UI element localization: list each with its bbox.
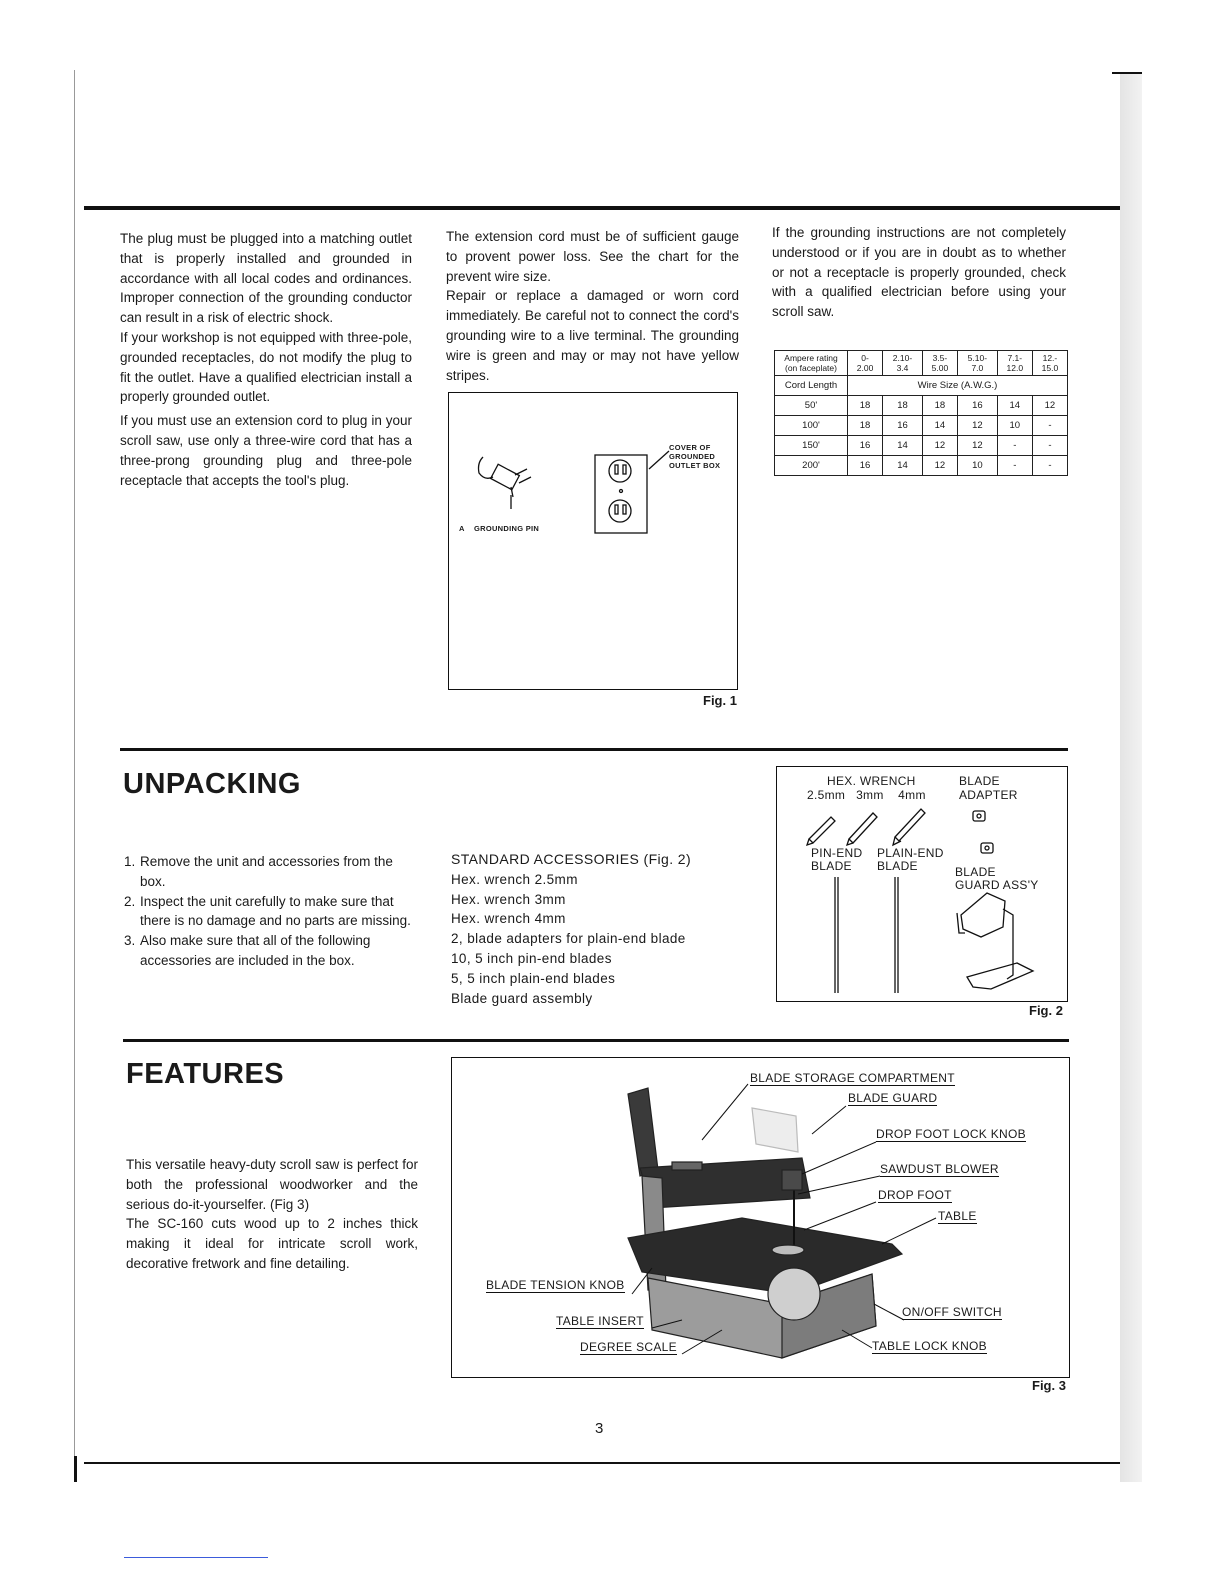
accessories-drawing [777,767,1067,1001]
repair-cord-paragraph: Repair or replace a damaged or worn cord immediately. Be careful not to connect the cord's grounding wire to a live terminal. The grounding wire is green and may or may not have yellow stripes. [446,288,739,383]
cover-label-1: COVER OF [669,443,711,452]
grounding-paragraph-1: The plug must be plugged into a matching outlet that is properly installed and grounded in accordance with all local codes and ordinances. Improper connection of the grounding conductor can result in a risk of electric shock. [120,231,412,326]
pin-end-label-1: PIN-END [811,846,863,860]
grounding-column-3 [772,223,1066,322]
grounding-doubt-paragraph: If the grounding instructions are not completely understood or if you are in doubt as to whether or not a receptacle is properly grounded, check with a qualified electrician before using your scroll saw. [772,225,1066,320]
blade-guard-label-2: GUARD ASS'Y [955,878,1039,892]
table-row: 150' 16 14 12 12 - - [775,436,1068,456]
unpacking-heading: UNPACKING [123,768,301,800]
blade-guard-label-1: BLADE [955,865,996,879]
label-table-lock-knob: TABLE LOCK KNOB [872,1339,987,1353]
plain-end-label-2: BLADE [877,859,918,873]
label-sawdust-blower: SAWDUST BLOWER [880,1162,999,1176]
hex-wrench-icon [807,817,835,845]
grounding-paragraph-2: If your workshop is not equipped with three-pole, grounded receptacles, do not modify the plug to fit the outlet. Have a qualified electrician install a properly grounded outlet. [120,329,412,405]
cover-label-3: OUTLET BOX [669,461,721,470]
grounding-column-2 [446,227,739,385]
table-row: 50' 18 18 18 16 14 12 [775,396,1068,416]
blade-adapter-label-2: ADAPTER [959,788,1018,802]
ampere-label: Ampere rating [784,353,838,363]
blade-adapter-label-1: BLADE [959,774,1000,788]
blade-adapter-icon [981,843,993,853]
fig1-box [448,392,738,690]
grounding-pin-label: A GROUNDING PIN [459,524,540,533]
list-item: 10, 5 inch pin-end blades [451,950,612,966]
grounded-plug-drawing [449,393,739,691]
fig2-label: Fig. 2 [1029,1003,1063,1018]
ampere-rating-header [775,351,848,376]
list-item: 2. Inspect the unit carefully to make sure that there is no damage and no parts are missing. [124,893,411,929]
label-table-insert: TABLE INSERT [556,1314,644,1328]
list-item: 1. Remove the unit and accessories from the box. [124,854,393,889]
wire-size-header: Wire Size (A.W.G.) [848,376,1068,396]
list-item: 3. Also make sure that all of the following accessories are included in the box. [124,933,371,968]
grounding-column-1 [120,229,412,490]
features-paragraph-1: This versatile heavy-duty scroll saw is perfect for both the professional woodworker and the serious do-it-yourselfer. (Fig 3) [126,1157,418,1212]
fig1-label: Fig. 1 [703,693,737,708]
list-item: Hex. wrench 4mm [451,911,566,927]
pin-end-label-2: BLADE [811,859,852,873]
wire-size-table [774,350,1068,476]
top-right-edge [1112,72,1142,74]
features-paragraph-2: The SC-160 cuts wood up to 2 inches thick making it ideal for intricate scroll work, decorative fretwork and fine detailing. [126,1216,418,1271]
list-item: Hex. wrench 3mm [451,891,566,907]
table-row: 200' 16 14 12 10 - - [775,456,1068,476]
list-item: 2, blade adapters for plain-end blade [451,931,686,947]
list-item: Blade guard assembly [451,990,593,1006]
plain-end-blade-icon [895,877,898,993]
page-number: 3 [595,1420,604,1437]
amp-header-3: 3.5- 5.00 [922,351,957,376]
fig3-box [451,1057,1070,1378]
cover-label-2: GROUNDED [669,452,716,461]
bottom-rule [84,1462,1120,1464]
list-item: 5, 5 inch plain-end blades [451,970,616,986]
hex-wrench-icon [893,809,925,845]
fig2-box [776,766,1068,1002]
wrench-sizes-label: 2.5mm 3mm 4mm [807,788,926,802]
label-blade-guard: BLADE GUARD [848,1091,938,1105]
blade-adapter-icon [973,811,985,821]
label-drop-foot-lock-knob: DROP FOOT LOCK KNOB [876,1127,1026,1141]
blade-guard-assembly-icon [957,893,1033,989]
top-rule [84,206,1120,210]
list-item: Hex. wrench 2.5mm [451,871,578,887]
table-row: 100' 18 16 14 12 10 - [775,416,1068,436]
hex-wrench-label: HEX. WRENCH [827,774,916,788]
label-table: TABLE [938,1209,977,1223]
amp-header-4: 5.10- 7.0 [957,351,997,376]
unpacking-rule [120,748,1068,751]
label-drop-foot: DROP FOOT [878,1188,952,1202]
cord-length-header: Cord Length [775,376,848,396]
amp-header-2: 2.10- 3.4 [883,351,923,376]
bottom-left-mark [74,1456,77,1482]
standard-accessories [451,850,751,1008]
label-blade-storage: BLADE STORAGE COMPARTMENT [750,1071,955,1085]
pin-end-blade-icon [835,877,838,993]
label-on-off-switch: ON/OFF SWITCH [902,1305,1002,1319]
scroll-saw-body [628,1088,902,1358]
extension-cord-paragraph: The extension cord must be of sufficient gauge to provent power loss. See the chart for the prevent wire size. [446,229,739,284]
right-scan-shadow [1120,72,1142,1482]
features-rule [123,1039,1069,1042]
wire-size-table-wrap [774,350,1068,476]
faceplate-label: (on faceplate) [785,363,837,373]
bottom-link-line [124,1557,268,1558]
amp-header-6: 12.- 15.0 [1032,351,1067,376]
label-blade-tension-knob: BLADE TENSION KNOB [486,1278,625,1292]
features-heading: FEATURES [126,1058,285,1090]
amp-header-5: 7.1- 12.0 [997,351,1032,376]
plain-end-label-1: PLAIN-END [877,846,944,860]
amp-header-1: 0- 2.00 [848,351,883,376]
left-margin-line [74,70,75,1470]
features-text [126,1155,418,1274]
fig3-label: Fig. 3 [1032,1378,1066,1393]
accessories-title: STANDARD ACCESSORIES (Fig. 2) [451,851,692,867]
grounding-paragraph-3: If you must use an extension cord to plug in your scroll saw, use only a three-wire cord that has a three-prong grounding plug and three-pole receptacle that accepts the tool's plug. [120,413,412,488]
label-degree-scale: DEGREE SCALE [580,1340,677,1354]
unpacking-steps [124,852,416,971]
hex-wrench-icon [847,813,877,845]
